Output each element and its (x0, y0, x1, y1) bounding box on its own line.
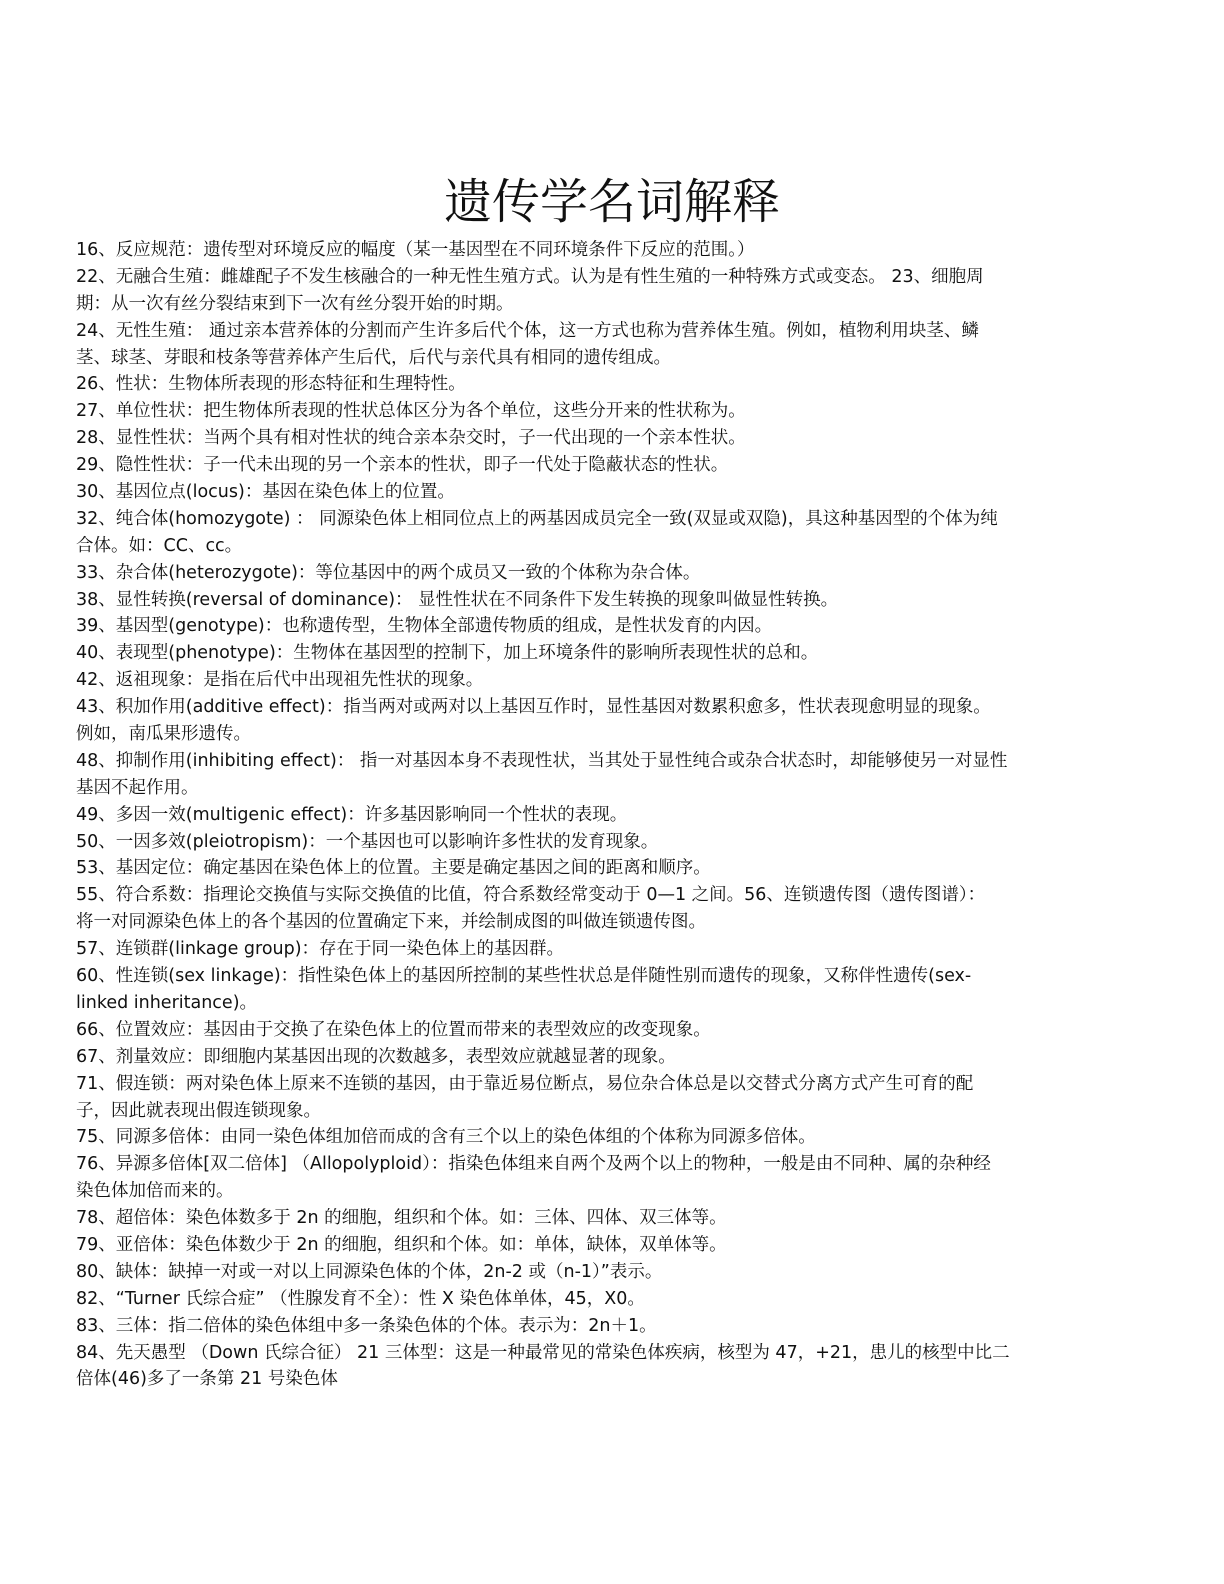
text-line: 42、返祖现象：是指在后代中出现祖先性状的现象。 (76, 670, 484, 691)
text-line: 40、表现型(phenotype)：生物体在基因型的控制下，加上环境条件的影响所表现性状的总和。 (76, 643, 819, 664)
text-line: 30、基因位点(locus)：基因在染色体上的位置。 (76, 482, 455, 503)
text-line: 67、剂量效应：即细胞内某基因出现的次数越多，表型效应就越显著的现象。 (76, 1046, 676, 1067)
text-line: 茎、球茎、芽眼和枝条等营养体产生后代，后代与亲代具有相同的遗传组成。 (76, 347, 671, 368)
text-line: 84、先天愚型 （Down 氏综合征） 21 三体型：这是一种最常见的常染色体疾病，核型为 47，+21，患儿的核型中比二 (76, 1342, 1010, 1363)
text-line: linked inheritance)。 (76, 992, 258, 1013)
text-line: 子，因此就表现出假连锁现象。 (76, 1100, 321, 1121)
document-title: 遗传学名词解释 (443, 174, 780, 230)
text-line: 期：从一次有丝分裂结束到下一次有丝分裂开始的时期。 (76, 293, 514, 314)
text-line: 33、杂合体(heterozygote)：等位基因中的两个成员又一致的个体称为杂合体。 (76, 562, 701, 583)
text-line: 48、抑制作用(inhibiting effect)： 指一对基因本身不表现性状，当其处于显性纯合或杂合状态时，却能够使另一对显性 (76, 750, 1008, 771)
text-line: 75、同源多倍体：由同一染色体组加倍而成的含有三个以上的染色体组的个体称为同源多倍体。 (76, 1127, 816, 1148)
text-line: 基因不起作用。 (76, 777, 199, 798)
document-body (76, 237, 1146, 1393)
text-line: 83、三体：指二倍体的染色体组中多一条染色体的个体。表示为：2n＋1。 (76, 1315, 657, 1336)
text-line: 将一对同源染色体上的各个基因的位置确定下来，并绘制成图的叫做连锁遗传图。 (76, 912, 706, 933)
text-line: 16、反应规范：遗传型对环境反应的幅度（某一基因型在不同环境条件下反应的范围。） (76, 240, 755, 260)
text-line: 76、异源多倍体[双二倍体] （Allopolyploid）：指染色体组来自两个及两个以上的物种，一般是由不同种、属的杂种经 (76, 1154, 991, 1175)
text-line: 29、隐性性状：子一代未出现的另一个亲本的性状，即子一代处于隐蔽状态的性状。 (76, 455, 729, 476)
text-line: 71、假连锁：两对染色体上原来不连锁的基因，由于靠近易位断点，易位杂合体总是以交替式分离方式产生可育的配 (76, 1073, 974, 1094)
text-line: 染色体加倍而来的。 (76, 1181, 234, 1202)
text-line: 60、性连锁(sex linkage)：指性染色体上的基因所控制的某些性状总是伴随性别而遗传的现象，又称伴性遗传(sex- (76, 966, 972, 987)
text-line: 28、显性性状：当两个具有相对性状的纯合亲本杂交时，子一代出现的一个亲本性状。 (76, 428, 746, 449)
text-line: 39、基因型(genotype)：也称遗传型，生物体全部遗传物质的组成，是性状发育的内因。 (76, 616, 773, 637)
text-line: 66、位置效应：基因由于交换了在染色体上的位置而带来的表型效应的改变现象。 (76, 1019, 711, 1040)
text-line: 50、一因多效(pleiotropism)：一个基因也可以影响许多性状的发育现象。 (76, 831, 659, 852)
text-line: 倍体(46)多了一条第 21 号染色体 (76, 1369, 338, 1390)
text-line: 27、单位性状：把生物体所表现的性状总体区分为各个单位，这些分开来的性状称为。 (76, 401, 746, 422)
text-line: 49、多因一效(multigenic effect)：许多基因影响同一个性状的表现。 (76, 804, 628, 825)
text-line: 24、无性生殖： 通过亲本营养体的分割而产生许多后代个体，这一方式也称为营养体生殖。例如，植物利用块茎、鳞 (76, 320, 979, 341)
text-line: 38、显性转换(reversal of dominance)： 显性性状在不同条件下发生转换的现象叫做显性转换。 (76, 589, 839, 610)
text-line: 43、积加作用(additive effect)：指当两对或两对以上基因互作时，显性基因对数累积愈多，性状表现愈明显的现象。 (76, 697, 991, 718)
text-line: 合体。如：CC、cc。 (76, 535, 243, 556)
text-line: 26、性状：生物体所表现的形态特征和生理特性。 (76, 374, 466, 395)
text-line: 55、符合系数：指理论交换值与实际交换值的比值，符合系数经常变动于 0—1 之间。56、连锁遗传图（遗传图谱）： (76, 885, 986, 906)
text-line: 57、连锁群(linkage group)：存在于同一染色体上的基因群。 (76, 939, 565, 960)
text-line: 78、超倍体：染色体数多于 2n 的细胞，组织和个体。如：三体、四体、双三体等。 (76, 1208, 727, 1229)
text-line: 79、亚倍体：染色体数少于 2n 的细胞，组织和个体。如：单体，缺体，双单体等。 (76, 1234, 727, 1255)
text-line: 例如，南瓜果形遗传。 (76, 724, 251, 745)
text-line: 82、“Turner 氏综合症” （性腺发育不全）：性 X 染色体单体，45，X0。 (76, 1288, 645, 1309)
text-line: 80、缺体：缺掉一对或一对以上同源染色体的个体，2n-2 或（n-1）”表示。 (76, 1261, 663, 1282)
text-line: 53、基因定位：确定基因在染色体上的位置。主要是确定基因之间的距离和顺序。 (76, 858, 711, 879)
text-line: 32、纯合体(homozygote) ： 同源染色体上相同位点上的两基因成员完全一致(双显或双隐)，具这种基因型的个体为纯 (76, 508, 998, 529)
text-line: 22、无融合生殖：雌雄配子不发生核融合的一种无性生殖方式。认为是有性生殖的一种特殊方式或变态。 23、细胞周 (76, 266, 984, 287)
